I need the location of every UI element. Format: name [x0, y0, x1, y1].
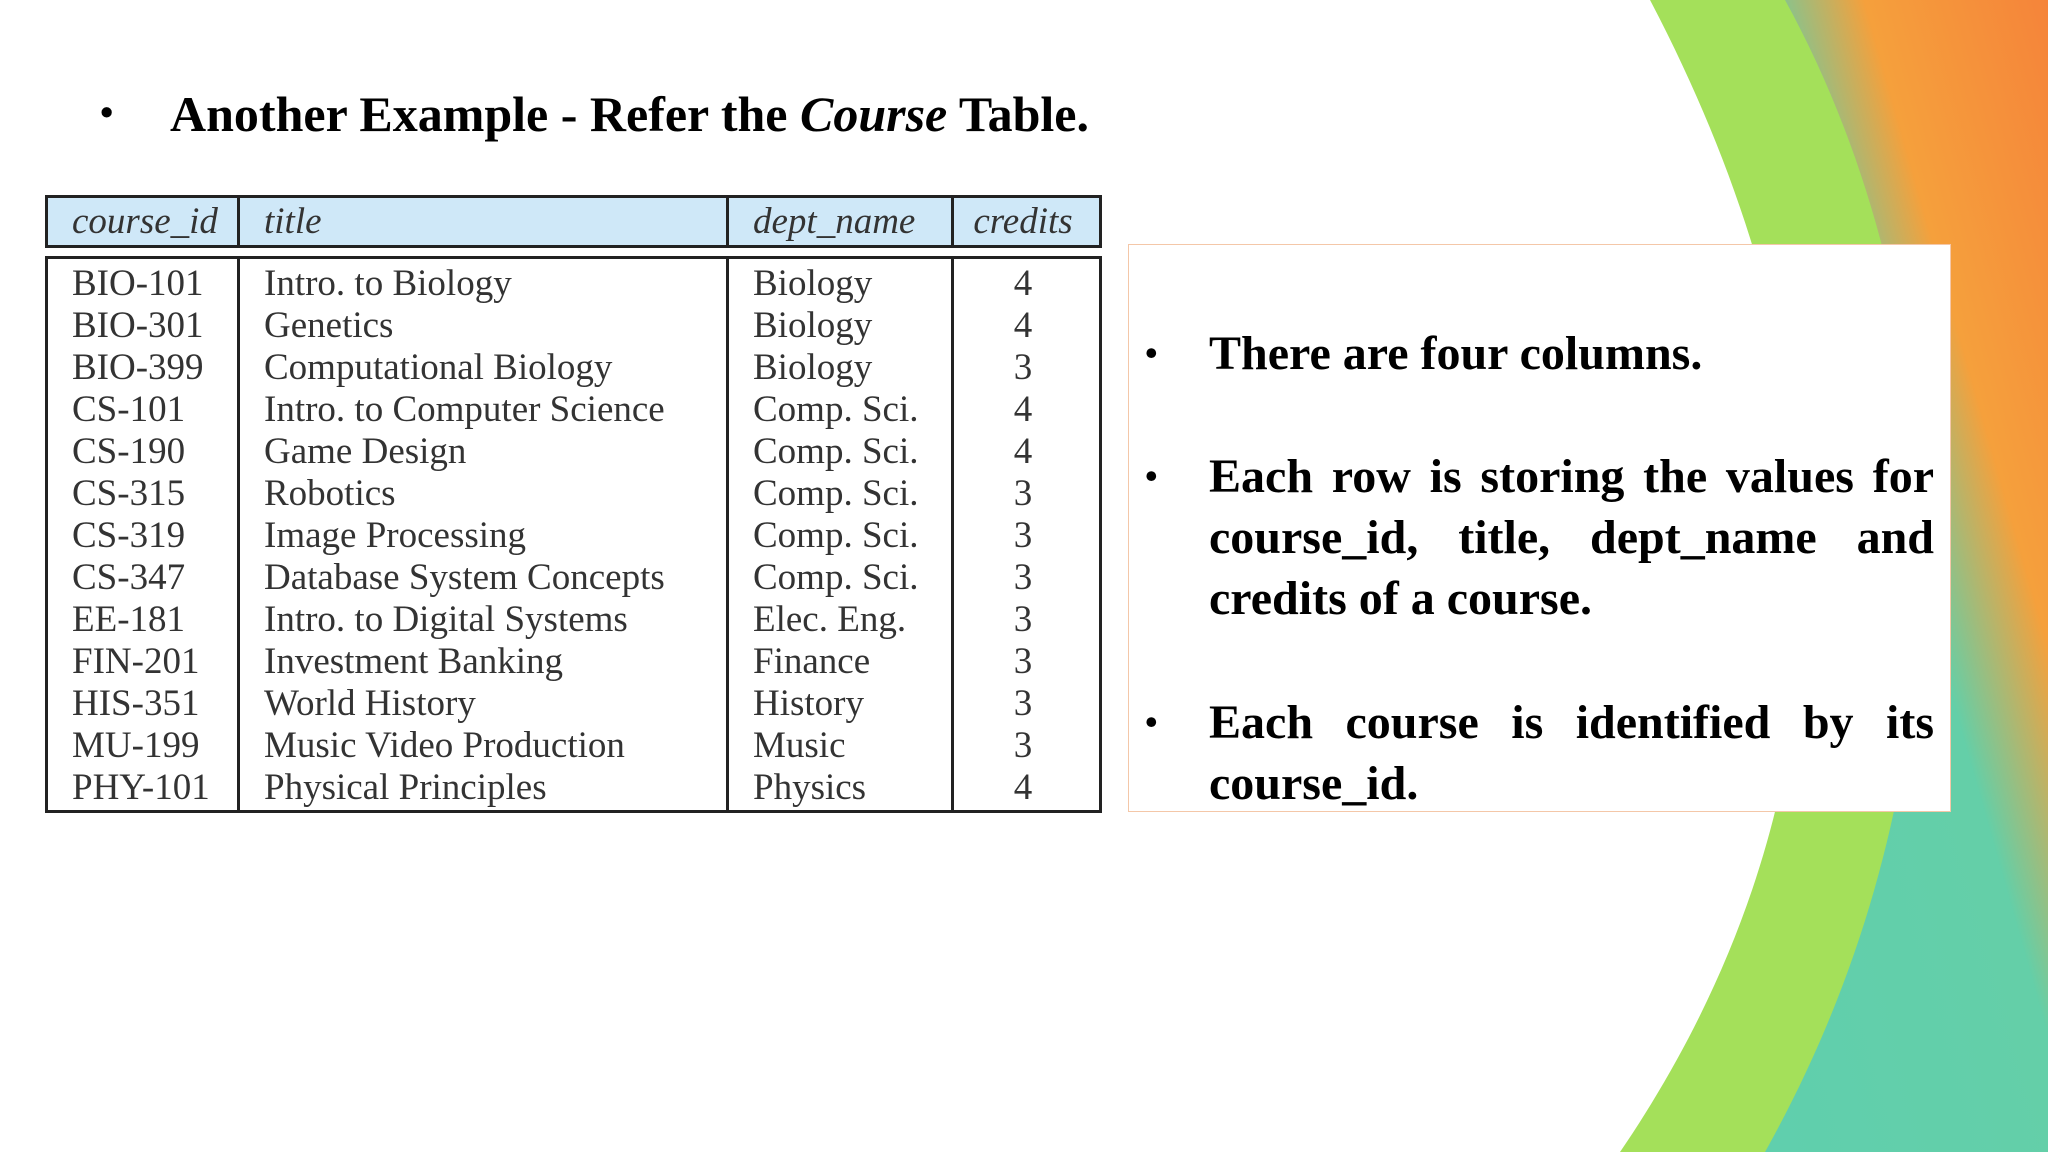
cell-dept-name: Comp. Sci. — [753, 557, 919, 598]
note-item — [1145, 692, 1934, 814]
cell-credits: 4 — [1013, 767, 1033, 808]
table-row — [48, 473, 1099, 515]
cell-title: Robotics — [264, 473, 396, 514]
cell-credits: 3 — [1013, 683, 1033, 724]
table-row — [48, 305, 1099, 347]
cell-course-id: FIN-201 — [72, 641, 200, 682]
column-header-credits: credits — [973, 201, 1073, 242]
table-row — [48, 767, 1099, 809]
table-row — [48, 431, 1099, 473]
cell-credits: 3 — [1013, 557, 1033, 598]
note-bullet: • — [1145, 702, 1158, 742]
cell-title: Genetics — [264, 305, 394, 346]
note-item — [1145, 446, 1934, 629]
cell-course-id: CS-315 — [72, 473, 186, 514]
cell-dept-name: Biology — [753, 305, 873, 346]
column-divider — [726, 198, 729, 245]
note-bullet: • — [1145, 333, 1158, 373]
cell-credits: 3 — [1013, 725, 1033, 766]
cell-course-id: CS-101 — [72, 389, 186, 430]
column-header-title: title — [264, 201, 322, 242]
slide-heading — [100, 85, 1089, 143]
heading-emphasis: Course — [799, 86, 948, 142]
column-header-course-id: course_id — [72, 201, 218, 242]
cell-course-id: BIO-301 — [72, 305, 204, 346]
cell-course-id: CS-347 — [72, 557, 186, 598]
table-row — [48, 263, 1099, 305]
cell-title: Computational Biology — [264, 347, 613, 388]
cell-dept-name: Comp. Sci. — [753, 515, 919, 556]
table-row — [48, 347, 1099, 389]
cell-dept-name: Biology — [753, 263, 873, 304]
cell-title: Image Processing — [264, 515, 527, 556]
table-row — [48, 641, 1099, 683]
cell-dept-name: Music — [753, 725, 846, 766]
note-text: Each course is identified by its course_id. — [1209, 696, 1934, 810]
cell-credits: 4 — [1013, 305, 1033, 346]
cell-credits: 3 — [1013, 515, 1033, 556]
table-row — [48, 557, 1099, 599]
cell-title: Investment Banking — [264, 641, 564, 682]
cell-dept-name: Physics — [753, 767, 867, 808]
course-table-body — [45, 256, 1102, 813]
heading-suffix: Table. — [947, 86, 1089, 142]
table-row — [48, 683, 1099, 725]
note-text: Each row is storing the values for course_id, title, dept_name and credits of a course. — [1209, 450, 1934, 625]
cell-dept-name: Finance — [753, 641, 871, 682]
cell-course-id: EE-181 — [72, 599, 186, 640]
heading-prefix: Another Example - Refer the — [170, 86, 800, 142]
cell-title: Game Design — [264, 431, 467, 472]
cell-dept-name: Elec. Eng. — [753, 599, 907, 640]
note-bullet: • — [1145, 456, 1158, 496]
cell-credits: 3 — [1013, 347, 1033, 388]
cell-dept-name: Biology — [753, 347, 873, 388]
cell-course-id: HIS-351 — [72, 683, 200, 724]
note-text: There are four columns. — [1209, 327, 1703, 380]
cell-credits: 4 — [1013, 389, 1033, 430]
cell-title: Music Video Production — [264, 725, 625, 766]
cell-credits: 3 — [1013, 641, 1033, 682]
column-header-dept-name: dept_name — [753, 201, 916, 242]
cell-dept-name: History — [753, 683, 864, 724]
cell-course-id: BIO-101 — [72, 263, 204, 304]
cell-title: Intro. to Biology — [264, 263, 512, 304]
note-item — [1145, 323, 1934, 384]
table-row — [48, 725, 1099, 767]
heading-bullet: • — [100, 92, 114, 134]
notes-panel — [1128, 244, 1951, 812]
cell-dept-name: Comp. Sci. — [753, 389, 919, 430]
table-row — [48, 515, 1099, 557]
cell-credits: 3 — [1013, 599, 1033, 640]
table-row — [48, 599, 1099, 641]
cell-credits: 4 — [1013, 263, 1033, 304]
cell-title: Database System Concepts — [264, 557, 665, 598]
course-table-header — [45, 195, 1102, 248]
cell-course-id: MU-199 — [72, 725, 200, 766]
cell-dept-name: Comp. Sci. — [753, 473, 919, 514]
cell-course-id: CS-319 — [72, 515, 186, 556]
cell-course-id: BIO-399 — [72, 347, 204, 388]
cell-title: Intro. to Computer Science — [264, 389, 665, 430]
cell-dept-name: Comp. Sci. — [753, 431, 919, 472]
cell-title: Intro. to Digital Systems — [264, 599, 628, 640]
table-row — [48, 389, 1099, 431]
cell-credits: 3 — [1013, 473, 1033, 514]
cell-title: Physical Principles — [264, 767, 547, 808]
column-divider — [951, 198, 954, 245]
cell-course-id: PHY-101 — [72, 767, 210, 808]
cell-title: World History — [264, 683, 476, 724]
column-divider — [237, 198, 240, 245]
cell-course-id: CS-190 — [72, 431, 186, 472]
cell-credits: 4 — [1013, 431, 1033, 472]
